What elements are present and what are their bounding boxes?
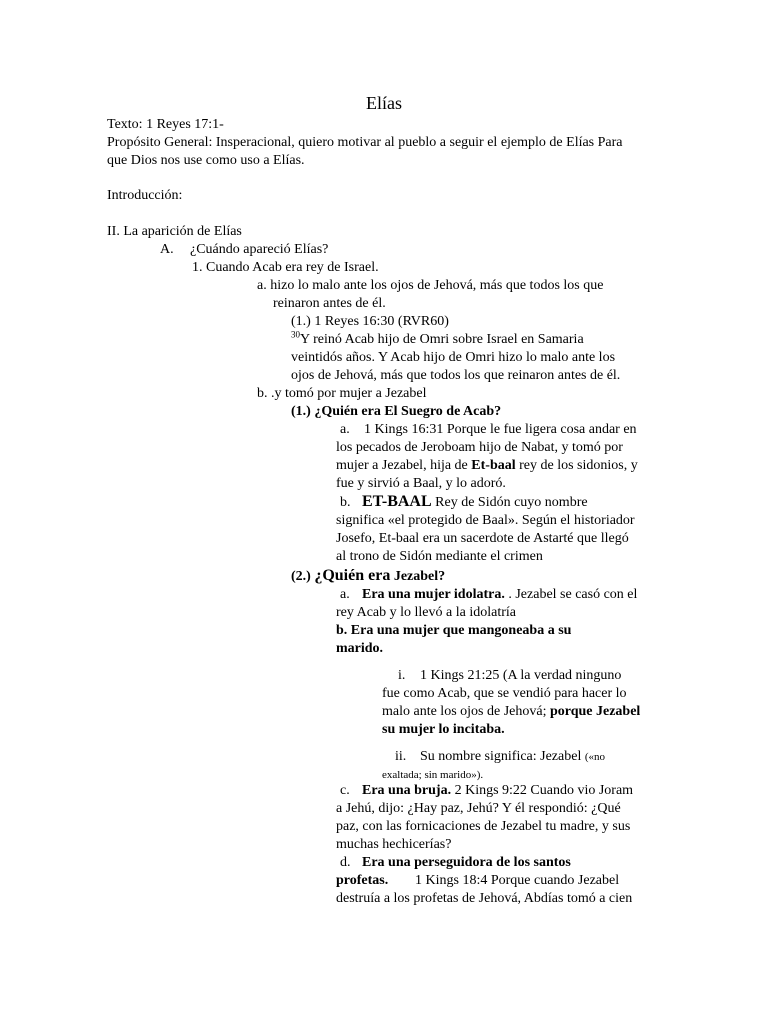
q2-i-line-1: 1 Kings 21:25 (A la verdad ninguno (420, 668, 622, 683)
q2-ii-line-1: Su nombre significa: Jezabel («no (420, 749, 606, 764)
q2-a-marker: a. (340, 587, 350, 602)
q2-i-line-3: malo ante los ojos de Jehová; porque Jezabel (382, 704, 641, 719)
q2-ii-marker: ii. (395, 749, 407, 764)
q2-a-line-2: rey Acab y lo llevó a la idolatría (336, 605, 516, 620)
q1-a-line-3: mujer a Jezabel, hija de Et-baal rey de los sidonios, y (336, 458, 638, 473)
when-heading: ¿Cuándo apareció Elías? (190, 242, 329, 257)
item-1: 1. Cuando Acab era rey de Israel. (192, 260, 379, 275)
ref-1-line-2: veintidós años. Y Acab hijo de Omri hizo lo malo ante los (291, 350, 616, 365)
q1-b-line-3: Josefo, Et-baal era un sacerdote de Astarté que llegó (336, 531, 629, 546)
q2-b-line-1: b. Era una mujer que mangoneaba a su (336, 623, 572, 638)
q1-a-line-4: fue y sirvió a Baal, y lo adoró. (336, 476, 506, 491)
ref-1-line-3: ojos de Jehová, más que todos los que reinaron antes de él. (291, 368, 621, 383)
q2-d-line-2-rest: 1 Kings 18:4 Porque cuando Jezabel (415, 873, 620, 888)
q1-b-line-1: ET-BAAL Rey de Sidón cuyo nombre (362, 493, 588, 510)
q2-b-line-2: marido. (336, 641, 384, 656)
q1-a-marker: a. (340, 422, 350, 437)
verse-number: 30 (291, 329, 300, 340)
q2-heading: (2.) ¿Quién era Jezabel? (291, 567, 446, 584)
q2-a-line-1: Era una mujer idolatra. . Jezabel se casó con el (362, 587, 638, 602)
introduccion-heading: Introducción: (107, 188, 183, 203)
proposito-line-1: Propósito General: Insperacional, quiero motivar al pueblo a seguir el ejemplo de Elías Para (107, 135, 623, 150)
section-ii-heading: II. La aparición de Elías (107, 224, 242, 239)
page-title: Elías (366, 93, 402, 113)
q1-b-marker: b. (340, 495, 351, 510)
q2-c-line-4: muchas hechicerías? (336, 837, 452, 852)
q1-heading: (1.) ¿Quién era El Suegro de Acab? (291, 404, 502, 419)
q2-i-line-4: su mujer lo incitaba. (382, 722, 505, 737)
ref-1-label: (1.) 1 Reyes 16:30 (RVR60) (291, 314, 449, 329)
q2-d-marker: d. (340, 855, 351, 870)
q1-b-line-4: al trono de Sidón mediante el crimen (336, 549, 543, 564)
outline-marker-a: A. (160, 242, 174, 257)
sub-a-line-1: a. hizo lo malo ante los ojos de Jehová, más que todos los que (257, 278, 604, 293)
q2-i-marker: i. (398, 668, 406, 683)
q2-c-line-1: Era una bruja. 2 Kings 9:22 Cuando vio Joram (362, 783, 634, 798)
q1-b-line-2: significa «el protegido de Baal». Según el historiador (336, 513, 635, 528)
q2-d-line-1: Era una perseguidora de los santos (362, 855, 571, 870)
q2-c-line-3: paz, con las fornicaciones de Jezabel tu madre, y sus (336, 819, 631, 834)
sub-a-line-2: reinaron antes de él. (273, 296, 386, 311)
q2-ii-line-2: exaltada; sin marido»). (382, 769, 484, 781)
q1-a-line-1: 1 Kings 16:31 Porque le fue ligera cosa andar en (364, 422, 637, 437)
proposito-line-2: que Dios nos use como uso a Elías. (107, 153, 305, 168)
q1-a-line-2: los pecados de Jeroboam hijo de Nabat, y tomó por (336, 440, 623, 455)
q2-c-line-2: a Jehú, dijo: ¿Hay paz, Jehú? Y él respondió: ¿Qué (336, 801, 621, 816)
texto-line: Texto: 1 Reyes 17:1- (107, 117, 224, 132)
q2-i-line-2: fue como Acab, que se vendió para hacer lo (382, 686, 627, 701)
q2-d-line-3: destruía a los profetas de Jehová, Abdías tomó a cien (336, 891, 633, 906)
q2-c-marker: c. (340, 783, 350, 798)
q2-d-line-2: profetas. (336, 873, 389, 888)
ref-1-line-1: $^{30}$Y reinó Acab hijo de Omri sobre Israel en Samaria (291, 329, 584, 347)
sub-b-line: b. .y tomó por mujer a Jezabel (257, 386, 427, 401)
